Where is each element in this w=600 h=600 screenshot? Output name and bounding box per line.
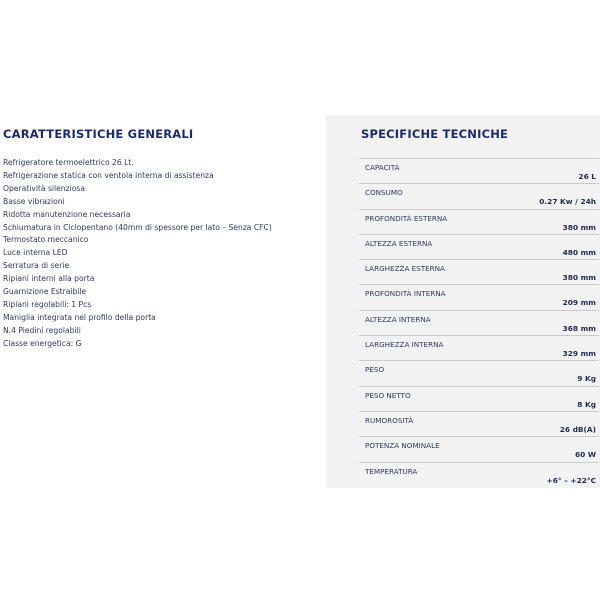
feature-item: Schiumatura in Ciclopentano (40mm di spessore per lato – Senza CFC): [3, 222, 272, 232]
feature-item: Termostato meccanico: [3, 235, 89, 245]
spec-value: 329 mm: [562, 349, 596, 359]
spec-value: 26 dB(A): [559, 424, 596, 434]
feature-item: Ridotta manutenzione necessaria: [3, 209, 131, 219]
spec-label: ALTEZZA INTERNA: [365, 314, 431, 324]
features-list: [3, 157, 272, 351]
spec-value: 8 Kg: [577, 399, 596, 409]
spec-row-internal-depth: [359, 284, 599, 309]
feature-item: Ripiani interni alla porta: [3, 274, 95, 284]
spec-label: TEMPERATURA: [365, 466, 418, 476]
spec-row-net-weight: [359, 386, 599, 411]
spec-row-rated-power: [359, 436, 599, 461]
spec-row-external-depth: [359, 209, 599, 234]
spec-value: 380 mm: [562, 273, 596, 283]
spec-value: 480 mm: [562, 247, 596, 257]
spec-row-capacity: [359, 158, 599, 183]
feature-item: Refrigeratore termoelettrico 26 Lt.: [3, 158, 134, 167]
specs-table: [359, 158, 599, 487]
spec-label: PESO NETTO: [365, 390, 411, 400]
spec-value: 380 mm: [562, 222, 596, 232]
feature-item: Luce interna LED: [3, 248, 68, 258]
spec-row-consumption: [359, 183, 599, 208]
feature-item: Ripiani regolabili: 1 Pcs: [3, 299, 92, 309]
spec-row-external-height: [359, 234, 599, 259]
spec-value: 0.27 Kw / 24h: [539, 197, 596, 207]
spec-value: 9 Kg: [577, 374, 596, 384]
feature-item: Serratura di serie: [3, 261, 70, 271]
spec-row-external-width: [359, 259, 599, 284]
spec-value: 60 W: [574, 450, 596, 460]
general-features-title: CARATTERISTICHE GENERALI: [3, 127, 194, 141]
feature-item: N.4 Piedini regolabili: [3, 325, 81, 335]
spec-label: PROFONDITÀ ESTERNA: [365, 213, 448, 223]
feature-item: Basse vibrazioni: [3, 196, 65, 206]
spec-row-weight: [359, 360, 599, 385]
spec-value: +6° – +22°C: [546, 475, 596, 485]
spec-label: LARGHEZZA INTERNA: [365, 340, 444, 350]
feature-item: Maniglia integrata nel profilo della porta: [3, 312, 156, 322]
technical-specs-title: SPECIFICHE TECNICHE: [361, 127, 509, 141]
feature-item: Guarnizione Estraibile: [3, 287, 87, 297]
spec-row-temperature: [359, 462, 599, 487]
spec-label: ALTEZZA ESTERNA: [365, 238, 433, 248]
spec-label: CAPACITÀ: [365, 163, 400, 172]
spec-value: 209 mm: [562, 298, 596, 308]
spec-value: 26 L: [578, 172, 596, 181]
spec-row-internal-width: [359, 335, 599, 360]
feature-item: Operatività silenziosa: [3, 183, 85, 193]
spec-label: LARGHEZZA ESTERNA: [365, 264, 445, 274]
spec-label: POTENZA NOMINALE: [365, 441, 440, 451]
technical-specs-panel: [326, 115, 600, 488]
spec-label: RUMOROSITÀ: [365, 415, 414, 425]
spec-row-internal-height: [359, 310, 599, 335]
feature-item: Refrigerazione statica con ventola interna di assistenza: [3, 170, 214, 180]
spec-row-noise: [359, 411, 599, 436]
spec-label: PROFONDITÀ INTERNA: [365, 289, 446, 299]
spec-value: 368 mm: [562, 323, 596, 333]
feature-item: Classe energetica: G: [3, 338, 82, 348]
spec-label: PESO: [365, 365, 385, 375]
general-features-panel: [0, 115, 326, 488]
spec-label: CONSUMO: [365, 188, 403, 198]
